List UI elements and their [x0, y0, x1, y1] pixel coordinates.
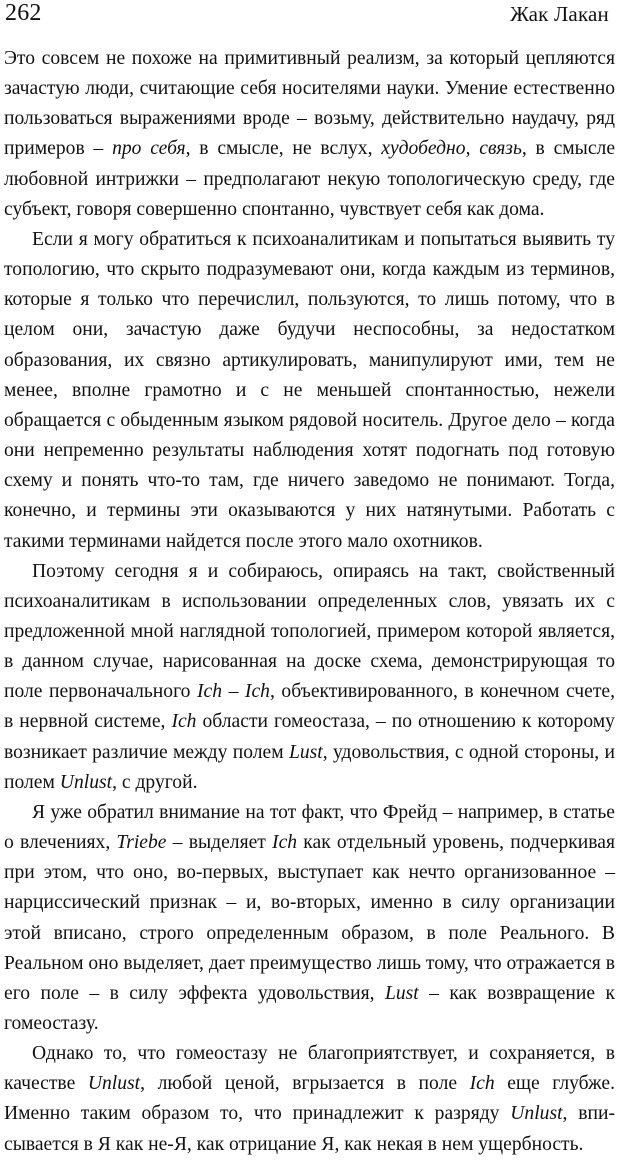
italic-text-run: Unlust [87, 1073, 141, 1095]
paragraph [4, 44, 615, 225]
italic-text-run: худобедно [381, 138, 466, 160]
text-run: еще глубже. Именно таким образом то, что принадлежит к разряду [4, 1073, 615, 1125]
italic-text-run: Ich [171, 711, 197, 733]
text-run: области гомеостаза, – по отношению к которому возникает различие между полем [4, 711, 615, 763]
text-run: , любой ценой, вгрызается в поле [140, 1073, 470, 1095]
running-head: Жак Лакан [510, 2, 609, 26]
italic-text-run: про себя [112, 138, 186, 160]
paragraph [4, 557, 615, 798]
text-run: как отдельный уровень, подчеркивая при этом, что оно, во-первых, выступает как нечто организованное – нарциссический признак – и, во-вторых, именно в силу организации этой вписано, строго определенным образом, в поле Реального. В Реальном оно выделяет, дает преимущество лишь тому, что отражается в его поле – в силу эффекта удовольствия, [4, 832, 615, 1004]
italic-text-run: Ich [469, 1073, 495, 1095]
italic-text-run: связь [479, 138, 522, 160]
page-header [4, 0, 615, 44]
text-run: Я уже обратил внимание на тот факт, что Фрейд – например, в статье о влечениях, [4, 801, 615, 854]
text-run: , с другой. [112, 771, 198, 793]
text-run: , вписывается в Я как не-Я, как отрицание Я, как некая в нем ущербность. [4, 1103, 615, 1155]
text-run: , удовольствия, с одной стороны, и полем [4, 741, 615, 793]
italic-text-run: Ich [272, 832, 298, 854]
text-run: – как возвращение к гомеостазу. [4, 982, 615, 1034]
text-run: Однако то, что гомеостазу не благоприятствует, и сохраняется, в качестве [4, 1043, 615, 1095]
italic-text-run: Unlust [59, 771, 113, 793]
text-run: Это совсем не похоже на примитивный реализм, за который цепляются зачастую люди, считающие себя носителями науки. Умение естественно пользоваться выражениями вроде – возьму, действительно наудачу, ряд примеров – [4, 48, 615, 160]
text-run: – выделяет [166, 832, 273, 854]
text-run: , объективированного, в конечном счете, в нервной системе, [4, 681, 615, 733]
body-text [4, 44, 615, 1160]
page-number: 262 [5, 0, 42, 26]
text-run: Поэтому сегодня я и собираюсь, опираясь на такт, свойственный психоаналитикам в использовании определенных слов, увязать их с предложенной мной наглядной топологией, примером которой является, в данном случае, нарисованная на доске схема, демонстрирующая то поле первоначального [4, 560, 615, 703]
paragraph [4, 225, 615, 557]
italic-text-run: Triebe [116, 832, 167, 854]
italic-text-run: Ich – Ich [196, 681, 270, 703]
italic-text-run: Lust [288, 741, 323, 763]
text-run: , [465, 138, 480, 160]
paragraph [4, 1039, 615, 1160]
italic-text-run: Unlust [510, 1103, 563, 1125]
text-run: , в смысле любовной интрижки – предполагают некую топологическую среду, где субъект, говоря совершенно спонтанно, чувствует себя как дома. [4, 138, 616, 220]
italic-text-run: Lust [384, 982, 419, 1004]
text-run: , в смысле, не вслух, [185, 138, 382, 160]
text-run: Если я могу обратиться к психоаналитикам и попытаться выявить ту топологию, что скрыто подразумевают они, когда каждым из терминов, которые я только что перечислил, пользуются, то лишь потому, что в целом они, зачастую даже будучи неспособны, за недостатком образования, их связно артикулировать, манипулируют ими, тем не менее, вполне грамотно и с не меньшей спонтанностью, нежели обращается с обыденным языком рядовой носитель. Другое дело – когда они непременно результаты наблюдения хотят подогнать под готовую схему и понять что-то там, где ничего заведомо не понимают. Тогда, конечно, и термины эти оказываются у них натянутыми. Работать с такими терминами найдется после этого мало охотников. [4, 228, 615, 552]
paragraph [4, 798, 615, 1039]
